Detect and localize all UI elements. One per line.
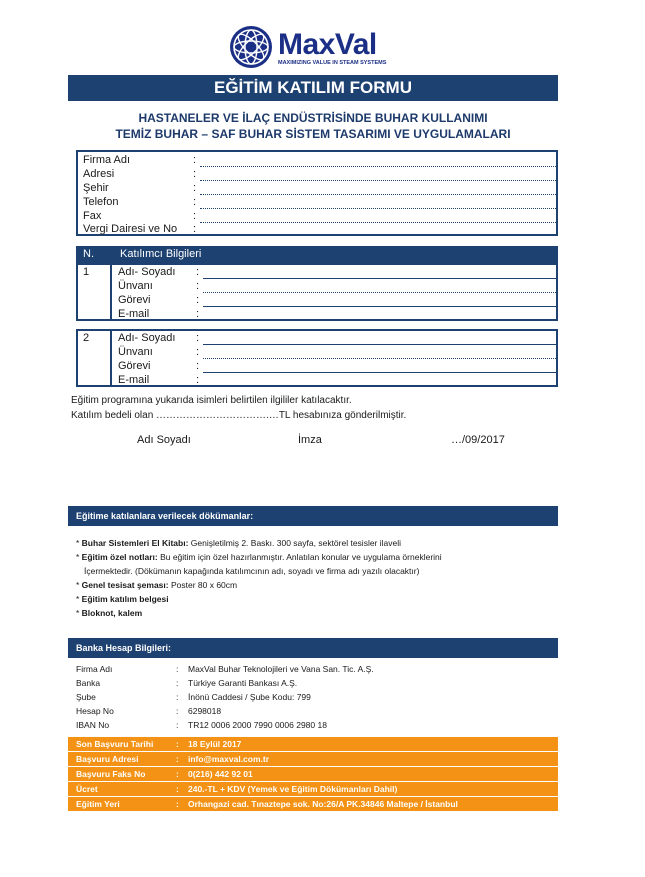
colon: : — [196, 308, 200, 320]
bank-row — [76, 718, 556, 732]
field-label: Şehir — [83, 182, 109, 194]
bank-row — [76, 690, 556, 704]
subtitle-line-2: TEMİZ BUHAR – SAF BUHAR SİSTEM TASARIMI VE UYGULAMALARI — [115, 127, 511, 141]
participant-row — [78, 293, 556, 307]
colon: : — [196, 266, 200, 278]
info-value: Orhangazi cad. Tınaztepe sok. No:26/A PK.34846 Maltepe / İstanbul — [188, 799, 458, 809]
field-label: E-mail — [118, 374, 150, 386]
bank-label: Hesap No — [76, 706, 114, 716]
colon: : — [193, 223, 197, 235]
email-link[interactable]: info@maxval.com.tr — [188, 754, 270, 764]
document-item: * Buhar Sistemleri El Kitabı: Genişletilmiş 2. Baskı. 300 sayfa, sektörel tesisler ilaveli — [76, 538, 402, 548]
colon: : — [176, 799, 179, 809]
bank-label: IBAN No — [76, 720, 110, 730]
participant-row — [78, 345, 556, 359]
participant-number: 2 — [83, 332, 90, 344]
colon: : — [193, 182, 197, 194]
participant-row — [78, 359, 556, 373]
colon: : — [176, 720, 179, 730]
document-desc: Poster 80 x 60cm — [168, 580, 238, 590]
documents-header: Eğitime katılanlara verilecek dökümanlar: — [68, 506, 558, 526]
info-row-address — [68, 752, 558, 767]
colon: : — [176, 769, 179, 779]
company-row-adres — [78, 167, 556, 181]
bank-value: MaxVal Buhar Teknolojileri ve Vana San. Tic. A.Ş. — [188, 664, 374, 674]
participant-row — [78, 373, 556, 387]
participants-label-header: Katılımcı Bilgileri — [120, 248, 202, 260]
colon: : — [176, 678, 179, 688]
info-label: Ücret — [76, 784, 98, 794]
participant-2-box — [76, 329, 558, 387]
colon: : — [193, 154, 197, 166]
field-label: Vergi Dairesi ve No — [83, 223, 178, 235]
company-row-firma — [78, 153, 556, 167]
field-label: Telefon — [83, 196, 119, 208]
colon: : — [176, 664, 179, 674]
colon: : — [196, 360, 200, 372]
maxval-globe-icon — [228, 24, 274, 70]
info-label: Eğitim Yeri — [76, 799, 120, 809]
field-label: Ünvanı — [118, 280, 153, 292]
document-title: Buhar Sistemleri El Kitabı: — [81, 538, 189, 548]
company-info-box — [76, 150, 558, 236]
document-desc: İçermektedir. (Dökümanın kapağında katılımcının adı, soyadı ve firma adı yazılı olacaktır) — [84, 566, 420, 576]
form-title: EĞİTİM KATILIM FORMU — [68, 75, 558, 101]
maxval-logo — [228, 24, 398, 70]
participant-1-box — [76, 263, 558, 321]
colon: : — [196, 294, 200, 306]
field-label: Adresi — [83, 168, 115, 180]
document-desc: Bu eğitim için özel hazırlanmıştır. Anlatılan konular ve uygulama örneklerini — [157, 552, 442, 562]
participation-note: Eğitim programına yukarıda isimleri belirtilen ilgililer katılacaktır. — [71, 395, 352, 406]
participant-row — [78, 331, 556, 345]
field-label: Görevi — [118, 294, 151, 306]
bank-row — [76, 676, 556, 690]
field-label: Fax — [83, 210, 102, 222]
colon: : — [196, 374, 200, 386]
participant-number: 1 — [83, 266, 90, 278]
participant-row — [78, 265, 556, 279]
bank-value: TR12 0006 2000 7990 0006 2980 18 — [188, 720, 327, 730]
info-label: Son Başvuru Tarihi — [76, 739, 154, 749]
participant-row — [78, 307, 556, 321]
info-value: 240.-TL + KDV (Yemek ve Eğitim Dökümanları Dahil) — [188, 784, 398, 794]
subtitle-line-1: HASTANELER VE İLAÇ ENDÜSTRİSİNDE BUHAR KULLANIMI — [138, 111, 488, 125]
bank-value: İnönü Caddesi / Şube Kodu: 799 — [188, 692, 311, 702]
logo-wordmark: MaxVal — [278, 28, 377, 61]
info-row-deadline — [68, 737, 558, 752]
document-item: * Eğitim katılım belgesi — [76, 594, 169, 604]
document-item: * Bloknot, kalem — [76, 608, 143, 618]
colon: : — [176, 784, 179, 794]
document-item: * Genel tesisat şeması: Poster 80 x 60cm — [76, 580, 238, 590]
bank-value: 6298018 — [188, 706, 222, 716]
bank-row — [76, 662, 556, 676]
colon: : — [176, 692, 179, 702]
colon: : — [176, 754, 179, 764]
colon: : — [176, 706, 179, 716]
field-label: E-mail — [118, 308, 150, 320]
document-title: Eğitim özel notları: — [81, 552, 158, 562]
info-row-location — [68, 797, 558, 812]
bank-label: Banka — [76, 678, 101, 688]
participants-num-header: N. — [83, 248, 94, 260]
info-row-fee — [68, 782, 558, 797]
participants-header — [76, 246, 558, 263]
document-desc: Genişletilmiş 2. Baskı. 300 sayfa, sektörel tesisler ilaveli — [188, 538, 402, 548]
document-title: Bloknot, kalem — [81, 608, 143, 618]
colon: : — [193, 168, 197, 180]
colon: : — [196, 346, 200, 358]
company-row-sehir — [78, 181, 556, 195]
field-label: Ünvanı — [118, 346, 153, 358]
colon: : — [196, 280, 200, 292]
company-row-telefon — [78, 195, 556, 209]
bank-label: Firma Adı — [76, 664, 113, 674]
signature-date-label: …/09/2017 — [451, 434, 505, 446]
info-label: Başvuru Adresi — [76, 754, 139, 764]
bank-label: Şube — [76, 692, 96, 702]
info-row-fax — [68, 767, 558, 782]
document-item-continued — [84, 566, 419, 576]
participant-row — [78, 279, 556, 293]
field-label: Adı- Soyadı — [118, 266, 176, 278]
bank-header: Banka Hesap Bilgileri: — [68, 638, 558, 658]
signature-sign-label: İmza — [298, 434, 322, 446]
bank-row — [76, 704, 556, 718]
colon: : — [193, 210, 197, 222]
info-value: 18 Eylül 2017 — [188, 739, 242, 749]
colon: : — [196, 332, 200, 344]
field-label: Adı- Soyadı — [118, 332, 176, 344]
signature-name-label: Adı Soyadı — [137, 434, 191, 446]
colon: : — [176, 739, 179, 749]
document-title: Genel tesisat şeması: — [81, 580, 169, 590]
document-item: * Eğitim özel notları: Bu eğitim için özel hazırlanmıştır. Anlatılan konular ve uygulama örneklerini — [76, 552, 442, 562]
info-value: 0(216) 442 92 01 — [188, 769, 253, 779]
company-row-fax — [78, 209, 556, 223]
field-label: Firma Adı — [83, 154, 131, 166]
payment-note: Katılım bedeli olan …………………………….…TL hesabınıza gönderilmiştir. — [71, 410, 407, 421]
bank-value: Türkiye Garanti Bankası A.Ş. — [188, 678, 298, 688]
document-title: Eğitim katılım belgesi — [81, 594, 169, 604]
logo-tagline: MAXIMIZING VALUE IN STEAM SYSTEMS — [278, 60, 387, 66]
info-label: Başvuru Faks No — [76, 769, 146, 779]
field-label: Görevi — [118, 360, 151, 372]
company-row-vergi — [78, 222, 556, 236]
colon: : — [193, 196, 197, 208]
